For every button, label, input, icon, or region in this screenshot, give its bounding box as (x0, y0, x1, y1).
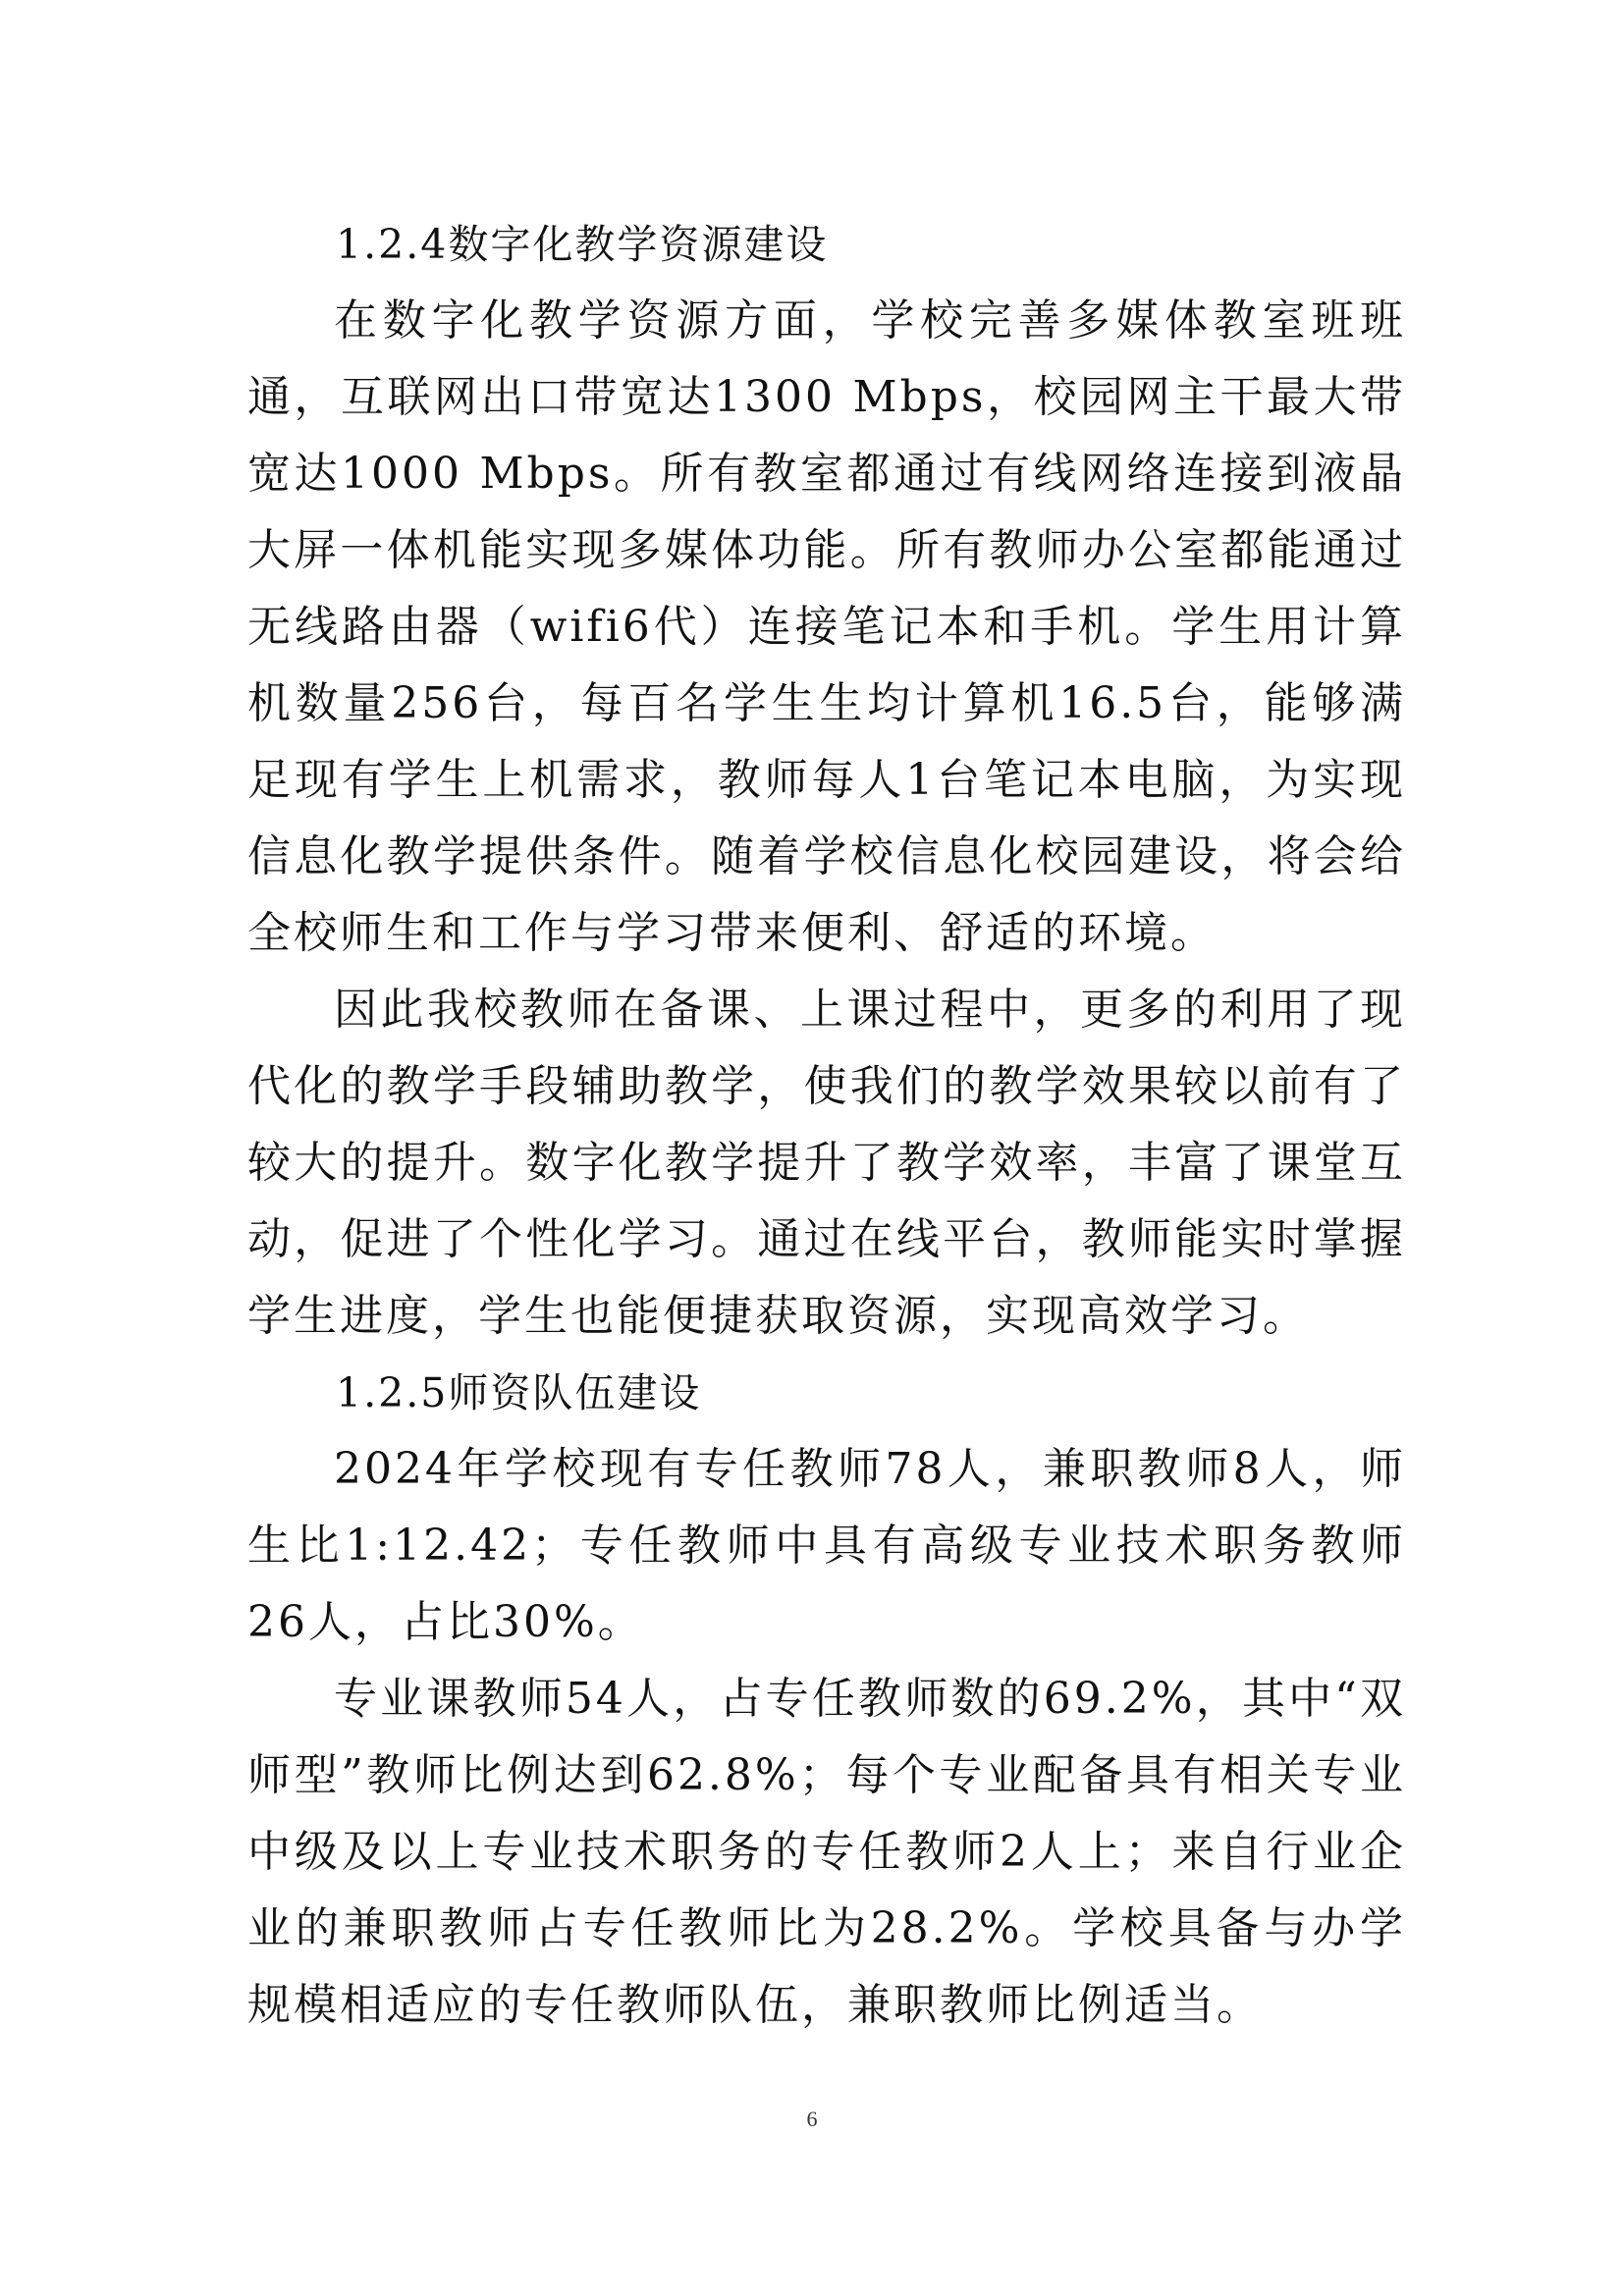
paragraph-faculty-1: 2024年学校现有专任教师78人，兼职教师8人，师生比1:12.42；专任教师中具有高级专业技术职务教师26人，占比30%。 (247, 1444, 1406, 1647)
paragraph-faculty-2: 专业课教师54人，占专任教师数的69.2%，其中“双师型”教师比例达到62.8%；每个专业配备具有相关专业中级及以上专业技术职务的专任教师2人上；来自行业企业的兼职教师占专任教师比为28.2%。学校具备与办学规模相适应的专任教师队伍，兼职教师比例适当。 (247, 1674, 1406, 2030)
page-number: 6 (806, 2107, 818, 2131)
paragraph-digital-resources-2: 因此我校教师在备课、上课过程中，更多的利用了现代化的教学手段辅助教学，使我们的教学效果较以前有了较大的提升。数字化教学提升了教学效率，丰富了课堂互动，促进了个性化学习。通过在线平台，教师能实时掌握学生进度，学生也能便捷获取资源，实现高效学习。 (247, 985, 1406, 1341)
document-body (247, 206, 1406, 2044)
paragraph-digital-resources-1: 在数字化教学资源方面，学校完善多媒体教室班班通，互联网出口带宽达1300 Mbps，校园网主干最大带宽达1000 Mbps。所有教室都通过有线网络连接到液晶大屏一体机能实现多媒体功能。所有教师办公室都能通过无线路由器（wifi6代）连接笔记本和手机。学生用计算机数量256台，每百名学生生均计算机16.5台，能够满足现有学生上机需求，教师每人1台笔记本电脑，为实现信息化教学提供条件。随着学校信息化校园建设，将会给全校师生和工作与学习带来便利、舒适的环境。 (247, 295, 1406, 958)
section-heading-faculty: 1.2.5师资队伍建设 (336, 1369, 702, 1416)
section-heading-digital-resources: 1.2.4数字化教学资源建设 (336, 221, 829, 268)
